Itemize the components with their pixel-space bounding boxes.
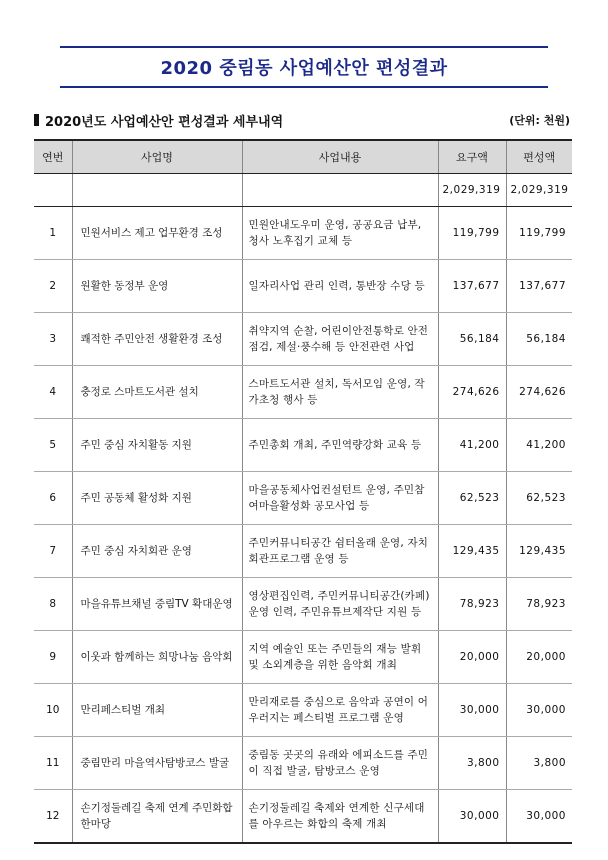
project-description: 주민총회 개최, 주민역량강화 교육 등: [242, 419, 438, 472]
approved-amount: 119,799: [506, 207, 572, 260]
approved-amount: 20,000: [506, 631, 572, 684]
row-number: 10: [34, 684, 72, 737]
project-name: 충정로 스마트도서관 설치: [72, 366, 242, 419]
project-description: 취약지역 순찰, 어린이안전통학로 안전점검, 제설·풍수해 등 안전관련 사업: [242, 313, 438, 366]
table-row: [34, 684, 572, 737]
requested-amount: 41,200: [438, 419, 506, 472]
requested-amount: 3,800: [438, 737, 506, 790]
requested-amount: 62,523: [438, 472, 506, 525]
total-desc-cell: [242, 174, 438, 207]
project-name: 쾌적한 주민안전 생활환경 조성: [72, 313, 242, 366]
row-number: 7: [34, 525, 72, 578]
project-name: 주민 중심 자치회관 운영: [72, 525, 242, 578]
header-desc: 사업내용: [242, 140, 438, 174]
requested-amount: 129,435: [438, 525, 506, 578]
table-row: [34, 737, 572, 790]
section-header: [34, 110, 574, 130]
row-number: 4: [34, 366, 72, 419]
approved-amount: 3,800: [506, 737, 572, 790]
approved-amount: 274,626: [506, 366, 572, 419]
approved-amount: 62,523: [506, 472, 572, 525]
row-number: 1: [34, 207, 72, 260]
requested-amount: 119,799: [438, 207, 506, 260]
document-title: 2020 중림동 사업예산안 편성결과: [160, 58, 448, 79]
document-title-box: [60, 46, 548, 88]
section-heading: 2020년도 사업예산안 편성결과 세부내역: [45, 114, 284, 130]
row-number: 3: [34, 313, 72, 366]
project-description: 일자리사업 관리 인력, 통반장 수당 등: [242, 260, 438, 313]
requested-amount: 30,000: [438, 684, 506, 737]
project-name: 주민 공동체 활성화 지원: [72, 472, 242, 525]
table-row: [34, 260, 572, 313]
header-approved: 편성액: [506, 140, 572, 174]
project-name: 마을유튜브채널 중림TV 확대운영: [72, 578, 242, 631]
requested-amount: 78,923: [438, 578, 506, 631]
table-row: [34, 419, 572, 472]
project-name: 중림만리 마을역사탐방코스 발굴: [72, 737, 242, 790]
requested-amount: 56,184: [438, 313, 506, 366]
table-row: [34, 207, 572, 260]
project-name: 원활한 동정부 운영: [72, 260, 242, 313]
total-approved: 2,029,319: [506, 174, 572, 207]
project-description: 민원안내도우미 운영, 공공요금 납부, 청사 노후집기 교체 등: [242, 207, 438, 260]
project-name: 주민 중심 자치활동 지원: [72, 419, 242, 472]
approved-amount: 129,435: [506, 525, 572, 578]
requested-amount: 30,000: [438, 790, 506, 844]
table-row: [34, 631, 572, 684]
requested-amount: 274,626: [438, 366, 506, 419]
budget-table: [34, 139, 572, 844]
requested-amount: 20,000: [438, 631, 506, 684]
project-name: 이웃과 함께하는 희망나눔 음악회: [72, 631, 242, 684]
requested-amount: 137,677: [438, 260, 506, 313]
project-description: 스마트도서관 설치, 독서모임 운영, 작가초청 행사 등: [242, 366, 438, 419]
table-row: [34, 313, 572, 366]
approved-amount: 30,000: [506, 684, 572, 737]
header-name: 사업명: [72, 140, 242, 174]
row-number: 9: [34, 631, 72, 684]
row-number: 6: [34, 472, 72, 525]
table-row: [34, 472, 572, 525]
table-header-row: [34, 140, 572, 174]
project-description: 중림동 곳곳의 유래와 에피소드를 주민이 직접 발굴, 탐방코스 운영: [242, 737, 438, 790]
approved-amount: 41,200: [506, 419, 572, 472]
row-number: 12: [34, 790, 72, 844]
project-description: 만리재로를 중심으로 음악과 공연이 어우러지는 페스티벌 프로그램 운영: [242, 684, 438, 737]
square-bullet-icon: [34, 114, 39, 126]
approved-amount: 56,184: [506, 313, 572, 366]
total-request: 2,029,319: [438, 174, 506, 207]
project-description: 지역 예술인 또는 주민들의 재능 발휘 및 소외계층을 위한 음악회 개최: [242, 631, 438, 684]
project-description: 손기정둘레길 축제와 연계한 신구세대를 아우르는 화합의 축제 개최: [242, 790, 438, 844]
approved-amount: 30,000: [506, 790, 572, 844]
table-row: [34, 790, 572, 844]
project-description: 마을공동체사업컨설턴트 운영, 주민참여마을활성화 공모사업 등: [242, 472, 438, 525]
total-row: [34, 174, 572, 207]
row-number: 5: [34, 419, 72, 472]
total-no-cell: [34, 174, 72, 207]
row-number: 2: [34, 260, 72, 313]
table-row: [34, 578, 572, 631]
project-name: 민원서비스 제고 업무환경 조성: [72, 207, 242, 260]
unit-label: (단위: 천원): [509, 114, 570, 127]
row-number: 11: [34, 737, 72, 790]
table-row: [34, 525, 572, 578]
header-no: 연번: [34, 140, 72, 174]
project-name: 손기정둘레길 축제 연계 주민화합한마당: [72, 790, 242, 844]
approved-amount: 78,923: [506, 578, 572, 631]
project-name: 만리페스티벌 개최: [72, 684, 242, 737]
header-request: 요구액: [438, 140, 506, 174]
table-row: [34, 366, 572, 419]
project-description: 영상편집인력, 주민커뮤니티공간(카페) 운영 인력, 주민유튜브제작단 지원 등: [242, 578, 438, 631]
row-number: 8: [34, 578, 72, 631]
approved-amount: 137,677: [506, 260, 572, 313]
project-description: 주민커뮤니티공간 쉼터올래 운영, 자치회관프로그램 운영 등: [242, 525, 438, 578]
total-name-cell: [72, 174, 242, 207]
